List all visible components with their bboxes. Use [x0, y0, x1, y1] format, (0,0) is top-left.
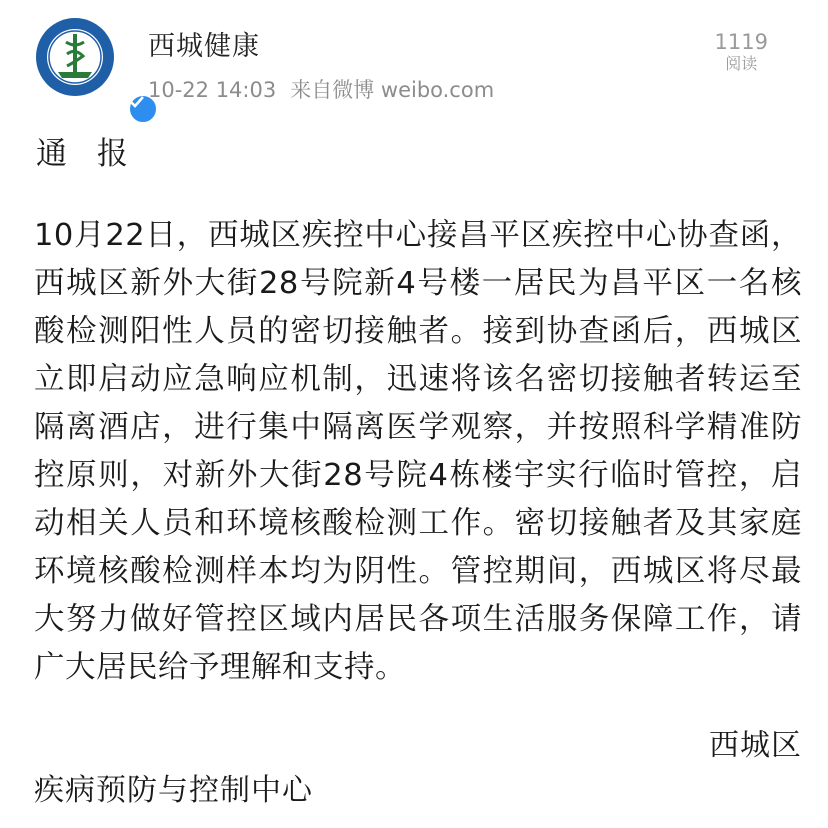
post-title: 通 报	[36, 136, 138, 172]
post-header	[0, 0, 828, 118]
health-emblem-icon	[36, 18, 114, 96]
post-source[interactable]: 来自微博 weibo.com	[290, 78, 495, 102]
read-label: 阅读	[725, 54, 758, 73]
post-meta	[148, 74, 508, 104]
post-body: 10月22日，西城区疾控中心接昌平区疾控中心协查函，西城区新外大街28号院新4号楼一居民为昌平区一名核酸检测阳性人员的密切接触者。接到协查函后，西城区立即启动应急响应机制，迅速将该名密切接触者转运至隔离酒店，进行集中隔离医学观察，并按照科学精准防控原则，对新外大街28号院4栋楼宇实行临时管控，启动相关人员和环境核酸检测工作。密切接触者及其家庭环境核酸检测样本均为阴性。管控期间，西城区将尽最大努力做好管控区域内居民各项生活服务保障工作，请广大居民给予理解和支持。	[34, 218, 802, 685]
post-time: 10-22 14:03	[148, 78, 277, 102]
signature-line-1: 西城区	[709, 728, 802, 763]
avatar[interactable]	[36, 18, 114, 96]
read-count: 1119	[714, 30, 768, 54]
account-name[interactable]: 西城健康	[148, 31, 260, 62]
read-count-box	[715, 30, 768, 74]
signature-line-2: 疾病预防与控制中心	[34, 773, 313, 808]
